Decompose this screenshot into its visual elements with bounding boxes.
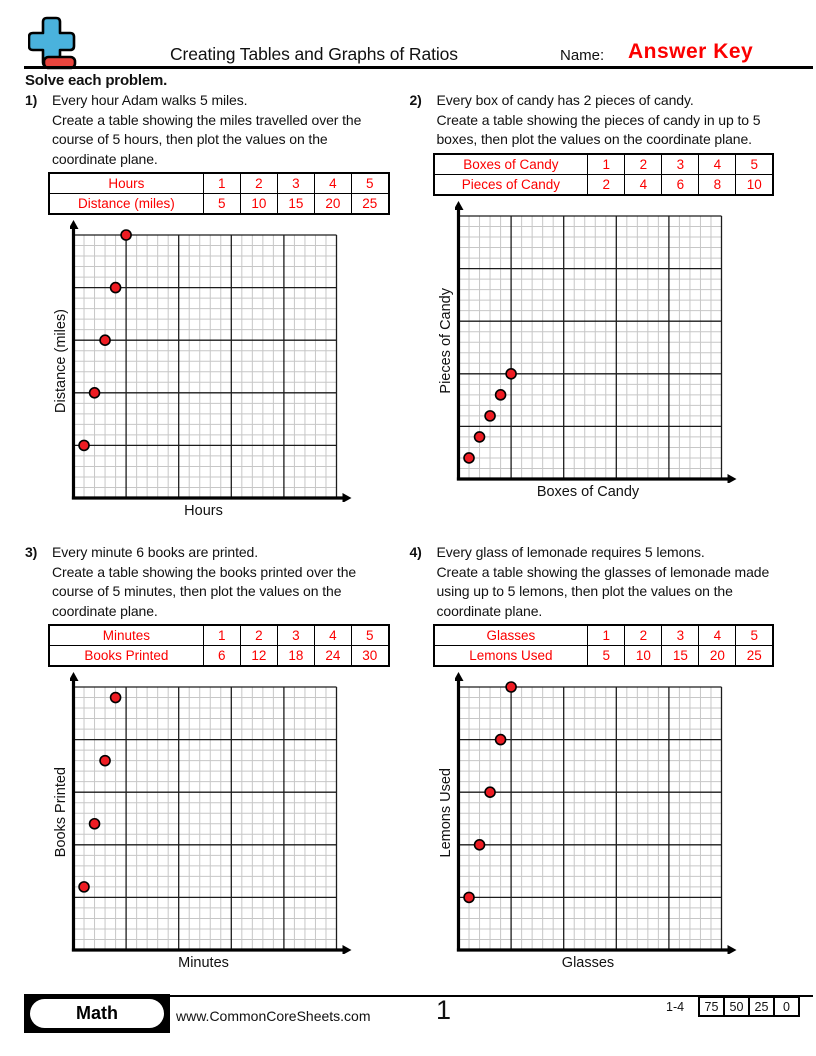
problem-text [52,543,390,621]
score-table [698,996,800,1017]
problem-sentence: Every box of candy has 2 pieces of candy. [436,92,694,108]
data-point [474,840,484,850]
problem-sentence: Create a table showing the pieces of candy in up to 5 boxes, then plot the values on the coordinate plane. [436,111,761,147]
table-cell: 1 [588,154,625,175]
data-point [111,283,121,293]
table-cell: 4 [625,174,662,195]
x-axis-label: Glasses [561,955,615,971]
problem-2 [410,91,775,519]
coordinate-plane [70,219,354,502]
graph-block [25,219,390,519]
table-row [434,625,774,646]
table-cell: 3 [662,154,699,175]
data-point [121,230,131,240]
table-cell: 2 [240,173,277,194]
table-cell: Minutes [49,625,203,646]
ratio-table [48,172,390,215]
problem-4 [410,543,775,971]
table-cell: 5 [736,154,773,175]
brand-label: Math [30,999,164,1028]
data-point [485,410,495,420]
table-cell: 30 [351,646,388,667]
ratio-table [433,153,775,196]
table-cell: 8 [699,174,736,195]
table-cell: 4 [314,173,351,194]
problem-number: 2) [409,92,422,108]
coordinate-plane [455,671,739,954]
table-cell: Pieces of Candy [434,174,588,195]
table-row [49,173,389,194]
data-point [464,892,474,902]
data-point [495,735,505,745]
table-cell: 6 [203,646,240,667]
problems-grid [0,91,816,971]
table-cell: 5 [588,646,625,667]
table-cell: 15 [277,194,314,215]
problem-1 [25,91,390,519]
table-cell: 3 [662,625,699,646]
score-cell: 25 [749,997,774,1016]
worksheet-title: Creating Tables and Graphs of Ratios [170,44,458,64]
data-point [100,756,110,766]
x-axis-label: Hours [184,503,223,519]
graph-block [410,671,775,971]
problem-statement [25,543,390,621]
data-point [506,368,516,378]
table-row [434,646,774,667]
score-cell: 50 [724,997,749,1016]
score-row [699,997,799,1016]
table-cell: 24 [314,646,351,667]
data-point [79,440,89,450]
y-axis-label: Books Printed [53,767,69,858]
table-cell: 20 [699,646,736,667]
table-cell: 12 [240,646,277,667]
table-cell: 20 [314,194,351,215]
table-cell: 10 [736,174,773,195]
table-cell: 3 [277,173,314,194]
problem-text [437,543,775,621]
table-cell: 25 [736,646,773,667]
problem-text [437,91,775,150]
table-cell: 5 [351,625,388,646]
problem-sentence: Create a table showing the books printed over the course of 5 minutes, then plot the values on the coordinate plane. [52,563,357,619]
problem-range: 1-4 [666,1000,685,1014]
data-point [79,882,89,892]
data-point [90,388,100,398]
header-divider [24,66,813,69]
table-cell: Distance (miles) [49,194,203,215]
problem-sentence: Create a table showing the glasses of lemonade made using up to 5 lemons, then plot the values on the coordinate plane. [436,563,770,619]
problem-text [52,91,390,169]
table-cell: Hours [49,173,203,194]
coordinate-plane [455,200,739,483]
table-cell: Books Printed [49,646,203,667]
x-axis-label: Minutes [178,955,229,971]
table-cell: Boxes of Candy [434,154,588,175]
page-number: 1 [436,995,452,1025]
website-text: www.CommonCoreSheets.com [176,1008,371,1024]
table-cell: 2 [240,625,277,646]
table-cell: 10 [625,646,662,667]
data-point [474,431,484,441]
problem-sentence: Every hour Adam walks 5 miles. [52,92,248,108]
data-point [90,819,100,829]
table-cell: Glasses [434,625,588,646]
data-point [111,693,121,703]
problem-sentence: Every minute 6 books are printed. [52,544,259,560]
problem-sentence: Every glass of lemonade requires 5 lemons. [436,544,705,560]
ratio-table [433,624,775,667]
problem-number: 4) [409,544,422,560]
table-cell: 6 [662,174,699,195]
table-cell: 5 [203,194,240,215]
data-point [464,452,474,462]
data-point [495,389,505,399]
table-cell: 1 [203,173,240,194]
data-point [485,787,495,797]
table-cell: 4 [314,625,351,646]
table-cell: 1 [203,625,240,646]
score-cell: 0 [774,997,799,1016]
table-cell: 5 [351,173,388,194]
problem-statement [410,543,775,621]
graph-block [25,671,390,971]
footer [0,993,816,1043]
table-row [49,625,389,646]
data-point [100,335,110,345]
table-row [434,154,774,175]
table-cell: 18 [277,646,314,667]
data-point [506,682,516,692]
problem-sentence: Create a table showing the miles travelled over the course of 5 hours, then plot the values on the coordinate plane. [52,111,362,167]
table-cell: 2 [625,625,662,646]
y-axis-label: Distance (miles) [53,308,69,413]
answer-key-value: Answer Key [628,40,754,63]
ratio-table [48,624,390,667]
plus-minus-logo-icon [28,16,78,70]
table-cell: 25 [351,194,388,215]
y-axis-label: Lemons Used [437,767,454,858]
table-cell: 3 [277,625,314,646]
table-cell: 15 [662,646,699,667]
problem-3 [25,543,390,971]
table-cell: 5 [736,625,773,646]
table-cell: 1 [588,625,625,646]
problem-statement [410,91,775,150]
name-label: Name: [560,47,605,64]
table-cell: 2 [625,154,662,175]
table-row [49,646,389,667]
table-cell: 10 [240,194,277,215]
table-row [434,174,774,195]
problem-number: 1) [25,92,38,108]
coordinate-plane [70,671,354,954]
table-cell: 2 [588,174,625,195]
graph-block [410,200,775,500]
x-axis-label: Boxes of Candy [536,483,640,500]
table-row [49,194,389,215]
problem-statement [25,91,390,169]
table-cell: 4 [699,154,736,175]
table-cell: Lemons Used [434,646,588,667]
brand-box [24,994,170,1033]
score-cell: 75 [699,997,724,1016]
y-axis-label: Pieces of Candy [437,288,454,394]
table-cell: 4 [699,625,736,646]
problem-number: 3) [25,544,38,560]
instructions-text: Solve each problem. [25,72,168,89]
